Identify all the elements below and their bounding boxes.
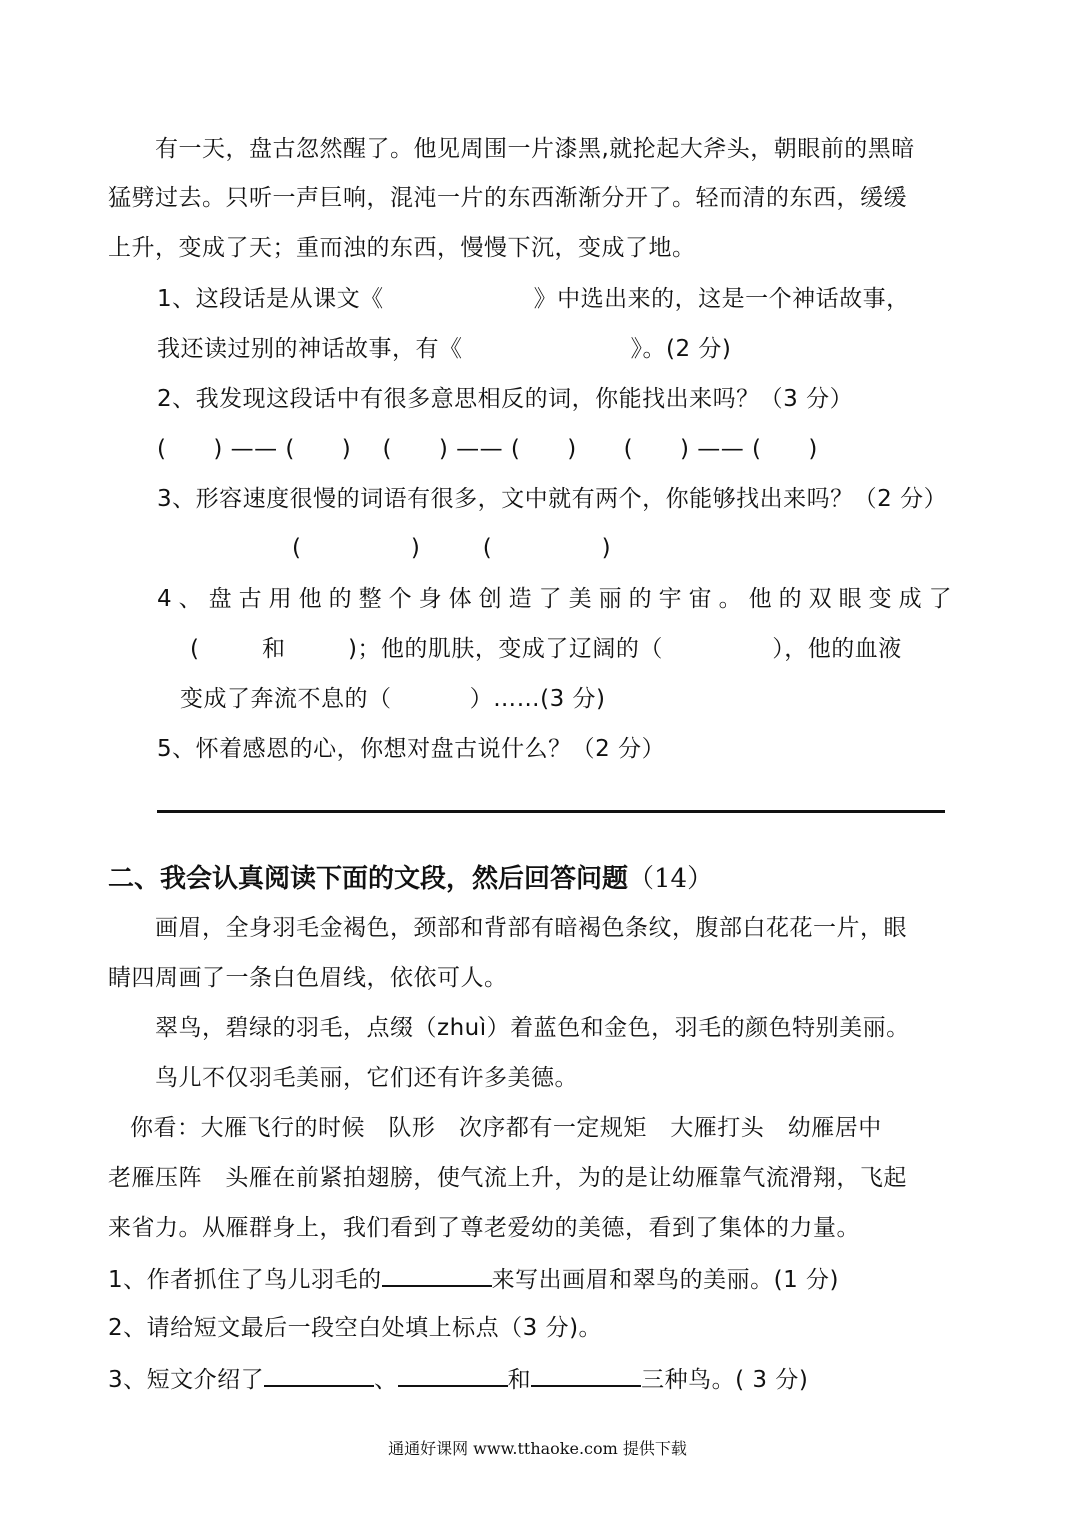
passage2-line7: 来省力。从雁群身上，我们看到了尊老爱幼的美德，看到了集体的力量。: [108, 1215, 860, 1241]
passage2-line1: 画眉，全身羽毛金褐色，颈部和背部有暗褐色条纹，腹部白花花一片，眼: [155, 915, 907, 941]
question-1-text-a: 1、这段话是从课文《: [157, 286, 384, 312]
question-4-line1: 4、盘古用他的整个身体创造了美丽的宇宙。他的双眼变成了: [157, 586, 959, 612]
section-2-question-3-blank-3[interactable]: [531, 1363, 641, 1387]
section-2-question-1-blank[interactable]: [382, 1263, 492, 1287]
passage2-line4: 鸟儿不仅羽毛美丽，它们还有许多美德。: [155, 1065, 578, 1091]
passage2-line2: 睛四周画了一条白色眉线，依依可人。: [108, 965, 508, 991]
section-2-question-3: [108, 1363, 808, 1395]
section-2-question-3-blank-1[interactable]: [264, 1363, 374, 1387]
question-2-text: 2、我发现这段话中有很多意思相反的词，你能找出来吗？（3 分）: [157, 386, 854, 412]
passage1-line2: 猛劈过去。只听一声巨响，混沌一片的东西渐渐分开了。轻而清的东西，缓缓: [108, 185, 907, 211]
passage1-line3: 上升，变成了天；重而浊的东西，慢慢下沉，变成了地。: [108, 235, 696, 261]
question-4-line3[interactable]: 变成了奔流不息的（ ）……(3 分): [180, 686, 606, 712]
passage2-line5[interactable]: 你看：大雁飞行的时候 队形 次序都有一定规矩 大雁打头 幼雁居中: [130, 1115, 882, 1141]
question-3-blanks[interactable]: ( ) ( ): [292, 535, 612, 561]
question-1-text-b: 》中选出来的，这是一个神话故事，: [533, 286, 910, 312]
section-2-title: 二、我会认真阅读下面的文段，然后回答问题: [108, 864, 629, 894]
answer-line[interactable]: [157, 810, 945, 813]
question-5-text: 5、怀着感恩的心，你想对盘古说什么？（2 分）: [157, 736, 666, 762]
section-2-score: （14）: [628, 864, 714, 894]
passage2-line6[interactable]: 老雁压阵 头雁在前紧拍翅膀，使气流上升，为的是让幼雁靠气流滑翔，飞起: [108, 1165, 907, 1191]
question-1-line2: [157, 334, 731, 364]
question-3-text: 3、形容速度很慢的词语有很多，文中就有两个，你能够找出来吗？（2 分）: [157, 486, 948, 512]
section-2-question-3-text-a: 3、短文介绍了: [108, 1367, 265, 1393]
page-footer: 通通好课网 www.tthaoke.com 提供下载: [388, 1439, 687, 1458]
section-2-question-3-blank-2[interactable]: [398, 1363, 508, 1387]
section-2-question-2: 2、请给短文最后一段空白处填上标点（3 分)。: [108, 1315, 603, 1341]
question-1-text-c: 我还读过别的神话故事，有《: [157, 336, 463, 362]
section-2-heading: [108, 862, 713, 896]
question-1-text-d: 》。(2 分): [630, 336, 732, 362]
section-2-question-3-text-b: 三种鸟。( 3 分): [641, 1367, 809, 1393]
section-2-question-1-text-a: 1、作者抓住了鸟儿羽毛的: [108, 1267, 382, 1293]
section-2-question-1: [108, 1263, 839, 1295]
passage2-line3: 翠鸟，碧绿的羽毛，点缀（zhuì）着蓝色和金色，羽毛的颜色特别美丽。: [155, 1015, 910, 1041]
section-2-question-3-sep-2: 和: [507, 1367, 532, 1393]
question-2-pairs[interactable]: ( ) —— ( ) ( ) —— ( ) ( ) —— ( ): [157, 436, 818, 462]
question-1-line1: [157, 284, 910, 314]
passage1-line1: 有一天，盘古忽然醒了。他见周围一片漆黑,就抡起大斧头，朝眼前的黑暗: [155, 136, 915, 162]
section-2-question-1-text-b: 来写出画眉和翠鸟的美丽。(1 分): [491, 1267, 840, 1293]
question-4-line2[interactable]: ( 和 )；他的肌肤，变成了辽阔的（ ），他的血液: [190, 636, 902, 662]
section-2-question-3-sep-1: 、: [374, 1367, 398, 1393]
